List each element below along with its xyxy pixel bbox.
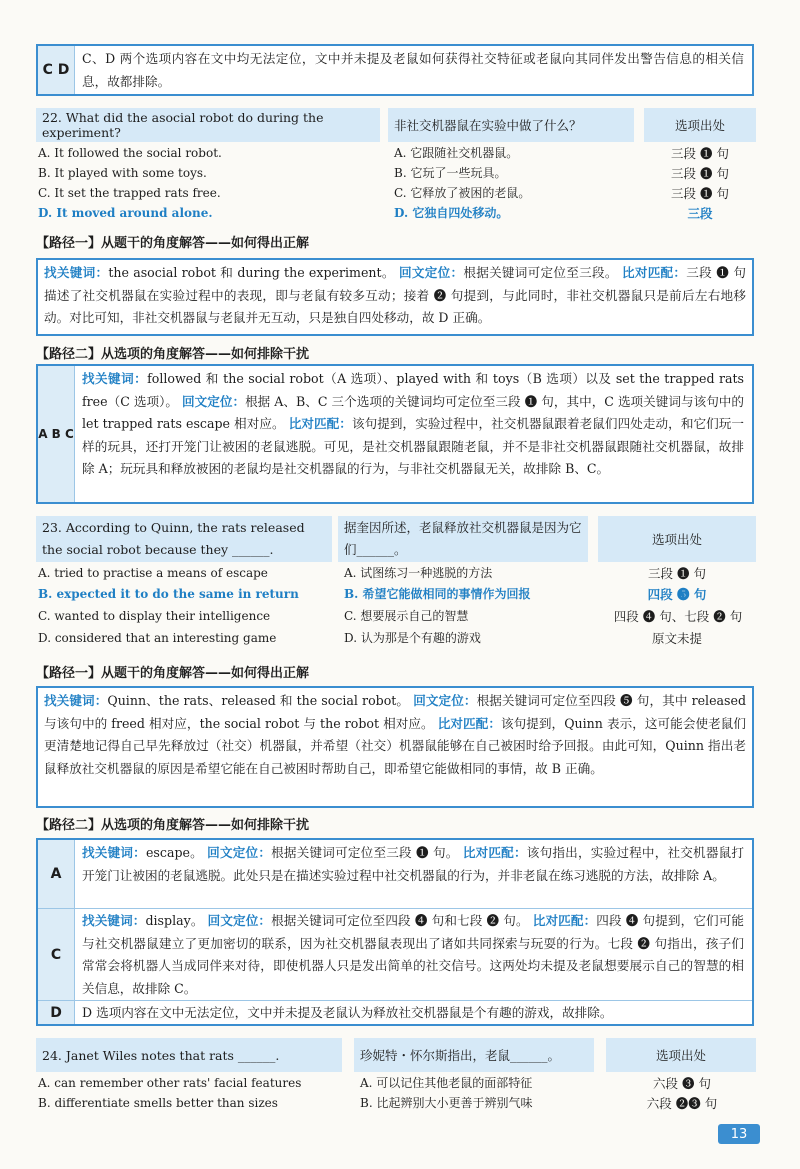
locate-text: 根据关键词可定位至三段。 xyxy=(463,265,618,280)
q23-path1-text xyxy=(44,690,746,780)
a-label: A xyxy=(38,840,75,908)
q23-question-cn: 据奎因所述，老鼠释放社交机器鼠是因为它们______。 xyxy=(338,516,588,562)
keyword-text: followed 和 the social robot（A 选项）、played with 和 toys（B 选项）以及 set the trapped rats free（C 选项）。 xyxy=(82,371,745,409)
q23-source-b: 四段 ❺ 句 xyxy=(647,587,707,602)
q22-source-c: 三段 ❶ 句 xyxy=(671,186,729,201)
locate-text: 根据 A、B、C 三个选项的关键词均可定位至三段 ❶ 句，其中，C 选项关键词与该句中的 let trapped rats escape 相对应。 xyxy=(82,393,745,431)
q22-path1-box xyxy=(36,258,754,336)
keyword-label: 找关键词： xyxy=(44,265,109,280)
q23-option-c-en: C. wanted to display their intelligence xyxy=(38,609,271,623)
q22-source-a: 三段 ❶ 句 xyxy=(671,146,729,161)
q23-d-row xyxy=(38,1000,752,1024)
q23-d-text: D 选项内容在文中无法定位，文中并未提及老鼠认为释放社交机器鼠是个有趣的游戏，故排除。 xyxy=(82,1005,613,1020)
q22-question-cn: 非社交机器鼠在实验中做了什么？ xyxy=(388,108,634,142)
q23-path1-title: 【路径一】从题干的角度解答——如何得出正解 xyxy=(36,666,310,681)
cd-text: C、D 两个选项内容在文中均无法定位，文中并未提及老鼠如何获得社交特征或老鼠向其同伴发出警告信息的相关信息，故都排除。 xyxy=(82,51,744,89)
q22-question-en: 22. What did the asocial robot do during the experiment? xyxy=(36,108,380,142)
q24-option-b-en: B. differentiate smells better than sizes xyxy=(38,1096,278,1110)
match-label: 比对匹配： xyxy=(288,416,352,431)
q24-source-b: 六段 ❷❸ 句 xyxy=(646,1096,718,1111)
q23-source-d: 原文未提 xyxy=(651,631,702,646)
q23-option-d-en: D. considered that an interesting game xyxy=(38,631,277,645)
locate-label: 回文定位： xyxy=(207,913,272,928)
match-label: 比对匹配： xyxy=(437,715,501,731)
keyword-text: escape。 xyxy=(145,845,203,860)
q22-option-d-en: D. It moved around alone. xyxy=(38,206,213,220)
q24-option-a-en: A. can remember other rats' facial features xyxy=(38,1076,302,1090)
d-label: D xyxy=(38,1001,75,1024)
match-label: 比对匹配： xyxy=(462,845,527,860)
q23-option-a-en: A. tried to practise a means of escape xyxy=(38,566,268,580)
match-text: 三段 ❶ 句描述了社交机器鼠在实验过程中的表现，即与老鼠有较多互动；接着 ❷ 句提到，与此同时，非社交机器鼠只是前后左右地移动。对比可知，非社交机器鼠与老鼠并无互动，只是独自四处移动，故 D 正确。 xyxy=(44,265,747,325)
q23-question-en: 23. According to Quinn, the rats released the social robot because they ______. xyxy=(36,516,332,562)
q22-path2-text xyxy=(82,368,744,481)
locate-text: 根据关键词可定位至四段 ❹ 句和七段 ❷ 句。 xyxy=(271,913,529,928)
match-text: 该句指出，实验过程中，社交机器鼠打开笼门让被困的老鼠逃脱。此处只是在描述实验过程中社交机器鼠的行为，并非老鼠在练习逃脱的方法，故排除 A。 xyxy=(82,845,745,883)
cd-label: C D xyxy=(38,46,75,94)
locate-label: 回文定位： xyxy=(207,845,272,860)
q24-option-b-cn: B. 比起辨别大小更善于辨别气味 xyxy=(360,1096,533,1110)
locate-label: 回文定位： xyxy=(399,265,464,280)
keyword-label: 找关键词： xyxy=(82,845,146,860)
q22-source-header: 选项出处 xyxy=(644,108,756,142)
match-text: 该句提到，实验过程中，社交机器鼠跟着老鼠们四处走动，和它们玩一样的玩具，还打开笼门让被困的老鼠逃脱。可见，是社交机器鼠跟随老鼠，并不是非社交机器鼠跟随社交机器鼠，故排除 A；玩玩具和释放被困的老鼠均是社交机器鼠的行为，与非社交机器鼠无关，故排除 B、C。 xyxy=(82,416,744,476)
page-number: 13 xyxy=(718,1124,760,1144)
q23-source-c: 四段 ❹ 句、七段 ❷ 句 xyxy=(613,609,743,624)
q23-option-b-en: B. expected it to do the same in return xyxy=(38,587,299,601)
q22-option-d-cn: D. 它独自四处移动。 xyxy=(394,206,509,220)
q22-option-a-cn: A. 它跟随社交机器鼠。 xyxy=(394,146,519,160)
q22-source-d: 三段 xyxy=(687,206,713,221)
locate-text: 根据关键词可定位至三段 ❶ 句。 xyxy=(271,845,459,860)
keyword-label: 找关键词： xyxy=(82,371,148,386)
q22-option-a-en: A. It followed the social robot. xyxy=(38,146,222,160)
q22-path2-title: 【路径二】从选项的角度解答——如何排除干扰 xyxy=(36,347,310,362)
keyword-label: 找关键词： xyxy=(44,693,108,708)
match-text: 该句提到，Quinn 表示，这可能会使老鼠们更清楚地记得自己早先释放过（社交）机器鼠，并希望（社交）机器鼠能够在自己被困时给予回报。由此可知，Quinn 指出老鼠释放社交机器鼠的原因是希望它能在自己被困时帮助自己，即希望它能做相同的事情，故 B 正确。 xyxy=(44,715,746,776)
q22-source-b: 三段 ❶ 句 xyxy=(671,166,729,181)
match-text: 四段 ❹ 句提到，它们可能与社交机器鼠建立了更加密切的联系，因为社交机器鼠表现出了诸如共同探索与玩耍的行为。七段 ❷ 句指出，孩子们常常会将机器人当成同伴来对待，即使机器人只是发出简单的社交信号。这两处均未提及老鼠想要展示自己的智慧的相关信息，故排除 C。 xyxy=(82,913,744,996)
keyword-text: the asocial robot 和 during the experiment。 xyxy=(108,265,395,280)
q22-option-c-cn: C. 它释放了被困的老鼠。 xyxy=(394,186,531,200)
locate-text: 根据关键词可定位至四段 ❺ 句，其中 released 与该句中的 freed 相对应，the social robot 与 the robot 相对应。 xyxy=(44,693,747,731)
q23-option-b-cn: B. 希望它能做相同的事情作为回报 xyxy=(344,587,531,601)
match-label: 比对匹配： xyxy=(532,913,597,928)
locate-label: 回文定位： xyxy=(413,693,477,708)
q23-option-a-cn: A. 试图练习一种逃脱的方法 xyxy=(344,566,493,580)
keyword-text: display。 xyxy=(145,913,204,928)
q23-source-header: 选项出处 xyxy=(598,516,756,562)
q24-option-a-cn: A. 可以记住其他老鼠的面部特征 xyxy=(360,1076,533,1090)
q24-source-header: 选项出处 xyxy=(606,1038,756,1072)
q23-path1-box xyxy=(36,686,754,808)
q23-source-a: 三段 ❶ 句 xyxy=(648,566,706,581)
q23-c-row xyxy=(38,908,752,1001)
cd-explanation-box xyxy=(36,44,754,96)
q22-path1-title: 【路径一】从题干的角度解答——如何得出正解 xyxy=(36,236,310,251)
locate-label: 回文定位： xyxy=(182,393,246,409)
q24-source-a: 六段 ❸ 句 xyxy=(653,1076,711,1091)
q22-option-c-en: C. It set the trapped rats free. xyxy=(38,186,221,200)
q22-path1-text xyxy=(44,262,746,330)
q22-option-b-en: B. It played with some toys. xyxy=(38,166,207,180)
q22-option-b-cn: B. 它玩了一些玩具。 xyxy=(394,166,507,180)
q22-path2-box xyxy=(36,364,754,504)
q23-option-d-cn: D. 认为那是个有趣的游戏 xyxy=(344,631,481,645)
match-label: 比对匹配： xyxy=(621,265,687,280)
c-label: C xyxy=(38,909,75,1001)
keyword-label: 找关键词： xyxy=(82,913,146,928)
q24-question-en: 24. Janet Wiles notes that rats ______. xyxy=(36,1038,342,1072)
q23-a-text xyxy=(82,842,744,887)
q23-path2-title: 【路径二】从选项的角度解答——如何排除干扰 xyxy=(36,818,310,833)
q23-c-text xyxy=(82,910,744,1000)
keyword-text: Quinn、the rats、released 和 the social robot。 xyxy=(107,693,410,708)
q23-option-c-cn: C. 想要展示自己的智慧 xyxy=(344,609,469,623)
q24-question-cn: 珍妮特・怀尔斯指出，老鼠______。 xyxy=(354,1038,594,1072)
abc-label: A B C xyxy=(38,366,75,502)
q23-path2-box xyxy=(36,838,754,1026)
